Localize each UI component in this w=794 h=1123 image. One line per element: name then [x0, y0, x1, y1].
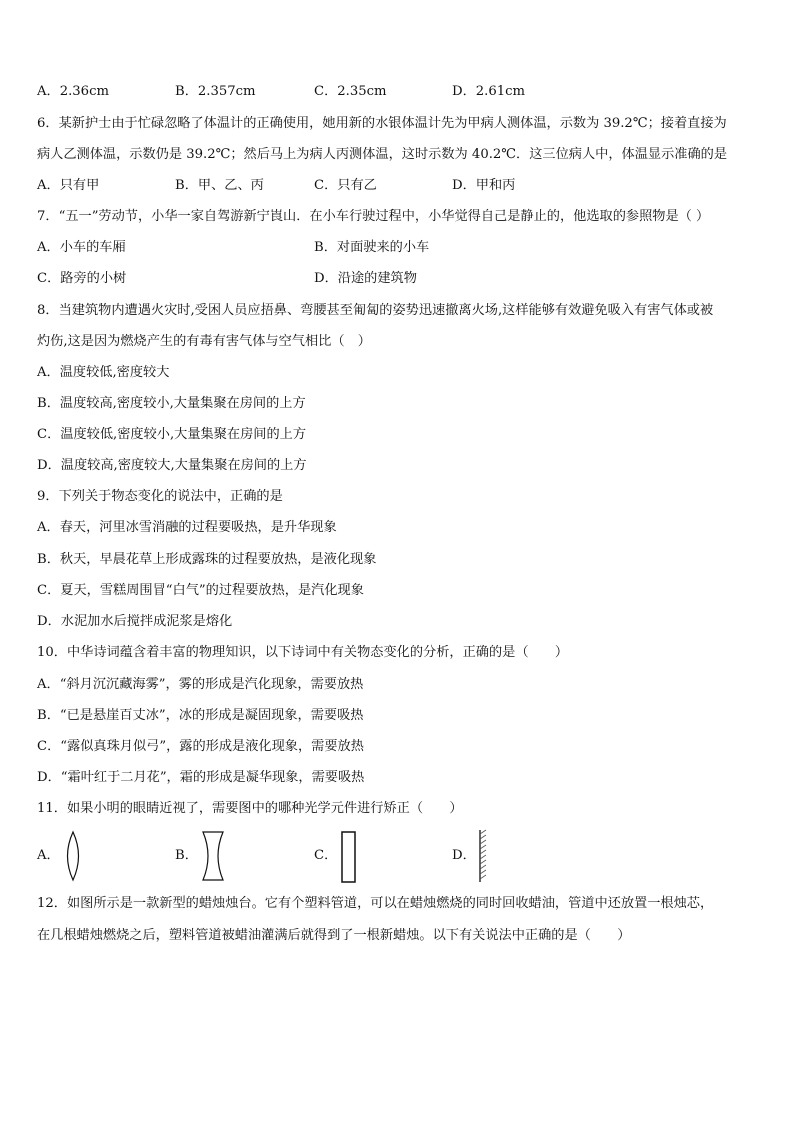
- q11-stem: 11．如果小明的眼睛近视了，需要图中的哪种光学元件进行矫正（ ）: [37, 801, 463, 816]
- q5-option-a: A．2.36cm: [37, 84, 109, 99]
- q6-option-b: B．甲、乙、丙: [175, 178, 264, 193]
- q8-option-a: A．温度较低,密度较大: [37, 365, 170, 380]
- q8-option-d: D．温度较高,密度较大,大量集聚在房间的上方: [37, 458, 307, 473]
- q12-stem-line1: 12．如图所示是一款新型的蜡烛烛台。它有个塑料管道，可以在蜡烛燃烧的同时回收蜡油，管道中还放置一根烛芯，: [37, 896, 714, 911]
- q11-option-c-label: C．: [314, 848, 338, 863]
- plane-mirror-icon: [476, 828, 490, 884]
- q5-option-c: C．2.35cm: [314, 84, 387, 99]
- q7-option-a: A．小车的车厢: [37, 240, 126, 255]
- q9-option-b: B．秋天，早晨花草上形成露珠的过程要放热，是液化现象: [37, 552, 377, 567]
- q9-option-a: A．春天，河里冰雪消融的过程要吸热，是升华现象: [37, 520, 337, 535]
- q6-stem-line2: 病人乙测体温，示数仍是 39.2℃；然后马上为病人丙测体温，这时示数为 40.2℃．这三位病人中，体温显示准确的是: [37, 147, 728, 162]
- q5-option-b: B．2.357cm: [175, 84, 256, 99]
- q6-option-d: D．甲和丙: [452, 178, 516, 193]
- q6-option-c: C．只有乙: [314, 178, 377, 193]
- q10-stem: 10．中华诗词蕴含着丰富的物理知识，以下诗词中有关物态变化的分析，正确的是（ ）: [37, 645, 569, 660]
- q8-option-c: C．温度较低,密度较小,大量集聚在房间的上方: [37, 427, 307, 442]
- q10-option-a: A．“斜月沉沉藏海雾”，雾的形成是汽化现象，需要放热: [37, 677, 364, 692]
- concave-lens-icon: [199, 830, 227, 882]
- q10-option-b: B．“已是悬崖百丈冰”，冰的形成是凝固现象，需要吸热: [37, 708, 364, 723]
- q8-stem-line1: 8．当建筑物内遭遇火灾时,受困人员应捂鼻、弯腰甚至匍匐的姿势迅速撤离火场,这样能够有效避免吸入有害气体或被: [37, 303, 714, 318]
- q7-option-d: D．沿途的建筑物: [314, 271, 417, 286]
- q11-option-d-label: D．: [452, 848, 476, 863]
- q11-option-a-label: A．: [37, 848, 60, 863]
- q7-option-b: B．对面驶来的小车: [314, 240, 430, 255]
- q6-stem-line1: 6．某新护士由于忙碌忽略了体温计的正确使用，她用新的水银体温计先为甲病人测体温，示数为 39.2℃；接着直接为: [37, 116, 727, 131]
- q9-option-c: C．夏天，雪糕周围冒“白气”的过程要放热，是汽化现象: [37, 583, 364, 598]
- q12-stem-line2: 在几根蜡烛燃烧之后，塑料管道被蜡油灌满后就得到了一根新蜡烛。以下有关说法中正确的是（ ）: [37, 928, 631, 943]
- q8-option-b: B．温度较高,密度较小,大量集聚在房间的上方: [37, 396, 306, 411]
- q8-stem-line2: 灼伤,这是因为燃烧产生的有毒有害气体与空气相比（ ）: [37, 334, 371, 349]
- glass-slab-icon: [339, 830, 359, 884]
- q11-option-b-label: B．: [175, 848, 198, 863]
- q7-stem: 7．“五一”劳动节，小华一家自驾游新宁崀山．在小车行驶过程中，小华觉得自己是静止的，他选取的参照物是（ ）: [37, 209, 710, 224]
- q5-option-d: D．2.61cm: [452, 84, 526, 99]
- q6-option-a: A．只有甲: [37, 178, 100, 193]
- q9-option-d: D．水泥加水后搅拌成泥浆是熔化: [37, 614, 233, 629]
- q10-option-c: C．“露似真珠月似弓”，露的形成是液化现象，需要放热: [37, 739, 364, 754]
- convex-lens-icon: [62, 830, 84, 882]
- q10-option-d: D．“霜叶红于二月花”，霜的形成是凝华现象，需要吸热: [37, 770, 365, 785]
- q9-stem: 9．下列关于物态变化的说法中，正确的是: [37, 489, 283, 504]
- q7-option-c: C．路旁的小树: [37, 271, 127, 286]
